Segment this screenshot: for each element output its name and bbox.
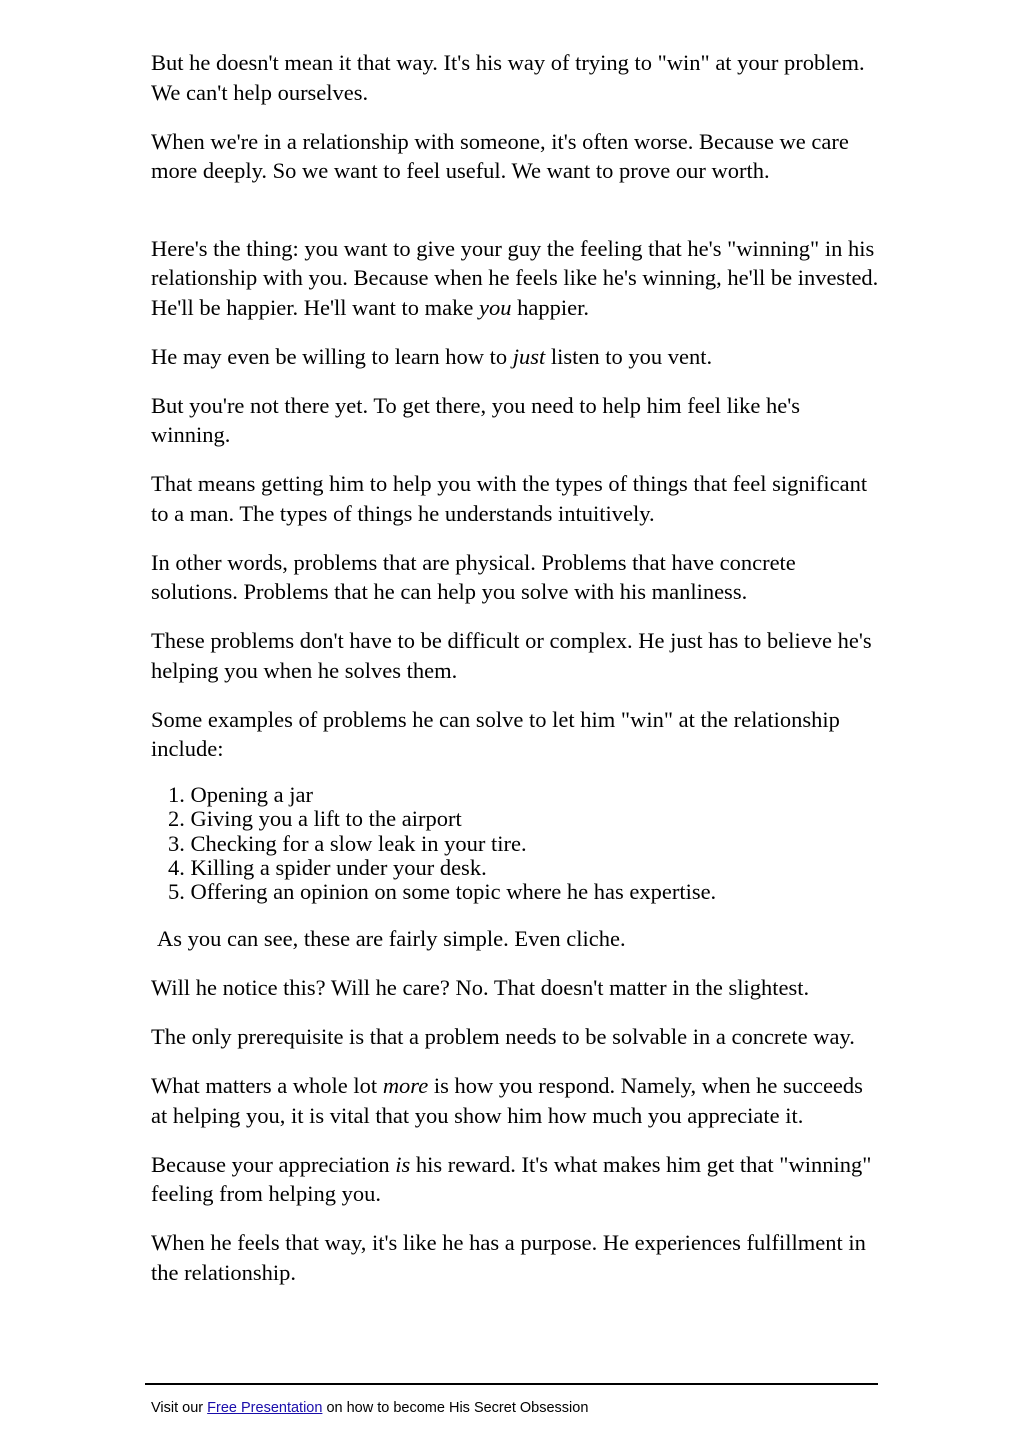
emphasis-text: just [512, 343, 546, 369]
paragraph-relationship-worse: When we're in a relationship with someone, it's often worse. Because we care more deeply. So we want to feel useful. We want to prove our worth. [151, 128, 849, 183]
list-item: 3. Checking for a slow leak in your tire. [168, 830, 527, 856]
footer-divider [145, 1383, 878, 1385]
list-item: 4. Killing a spider under your desk. [168, 854, 487, 880]
free-presentation-link[interactable]: Free Presentation [207, 1400, 323, 1416]
paragraph-physical-problems: In other words, problems that are physical. Problems that have concrete solutions. Problems that he can help you solve with his manliness. [151, 549, 796, 604]
list-item: 1. Opening a jar [168, 782, 313, 807]
paragraph-win-at-problem: But he doesn't mean it that way. It's his way of trying to "win" at your problem. We can't help ourselves. [151, 50, 865, 105]
footer-prefix: Visit our [151, 1400, 208, 1416]
footer-suffix: on how to become His Secret Obsession [322, 1400, 589, 1416]
text-segment: What matters a whole lot [151, 1073, 383, 1099]
text-segment: listen to you vent. [545, 343, 713, 369]
paragraph-fairly-simple: As you can see, these are fairly simple. Even cliche. [157, 926, 626, 952]
text-segment: is how you respond. Namely, when he succeeds at helping you, it is vital that you show him how much you appreciate it. [151, 1073, 863, 1128]
footer [151, 1398, 588, 1418]
text-segment: happier. [511, 294, 589, 320]
text-segment: Because your appreciation [151, 1151, 396, 1177]
examples-list [151, 783, 881, 904]
paragraph-notice-care: Will he notice this? Will he care? No. That doesn't matter in the slightest. [151, 975, 810, 1001]
paragraph-feeling-winning [151, 234, 881, 323]
paragraph-not-there-yet: But you're not there yet. To get there, you need to help him feel like he's winning. [151, 392, 801, 447]
paragraph-listen-vent [151, 342, 881, 372]
paragraph-appreciation-reward [151, 1150, 881, 1209]
emphasis-text: more [382, 1073, 429, 1099]
emphasis-text: is [395, 1151, 411, 1177]
paragraph-examples-intro: Some examples of problems he can solve to let him "win" at the relationship include: [151, 706, 840, 761]
text-segment: his reward. It's what makes him get that "winning" feeling from helping you. [151, 1151, 872, 1207]
paragraph-prerequisite: The only prerequisite is that a problem needs to be solvable in a concrete way. [151, 1024, 855, 1050]
paragraph-purpose-fulfillment: When he feels that way, it's like he has a purpose. He experiences fulfillment in the relationship. [151, 1230, 866, 1285]
list-item: 2. Giving you a lift to the airport [168, 806, 462, 832]
text-segment: He may even be willing to learn how to [151, 343, 513, 369]
list-item: 5. Offering an opinion on some topic where he has expertise. [168, 879, 717, 905]
emphasis-text: you [479, 294, 512, 320]
text-segment: Here's the thing: you want to give your guy the feeling that he's "winning" in his relationship with you. Because when he feels like he's winning, he'll be invested. He'll be happier. He'll want to make [151, 235, 879, 320]
document-body [151, 48, 881, 1307]
paragraph-significant-things: That means getting him to help you with the types of things that feel significant to a man. The types of things he understands intuitively. [151, 471, 868, 526]
paragraph-not-difficult: These problems don't have to be difficult or complex. He just has to believe he's helping you when he solves them. [151, 628, 872, 683]
paragraph-how-you-respond [151, 1071, 881, 1130]
